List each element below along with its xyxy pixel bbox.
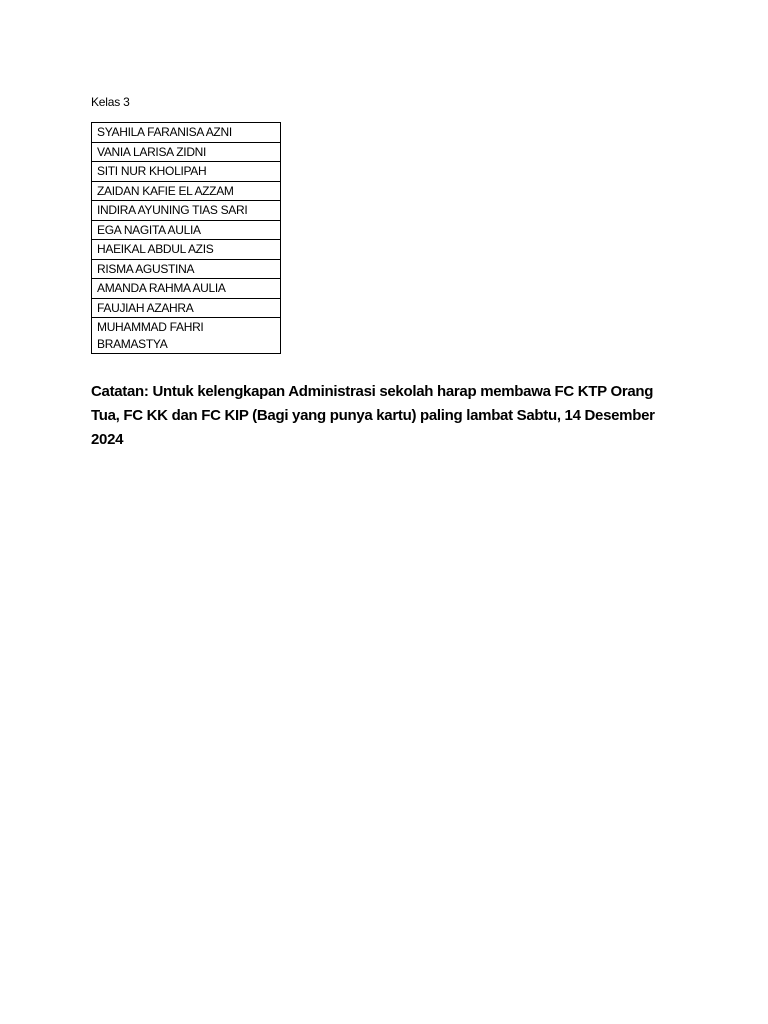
- table-row: [92, 123, 281, 143]
- table-row: [92, 181, 281, 201]
- student-name: VANIA LARISA ZIDNI: [92, 142, 281, 162]
- student-name: SITI NUR KHOLIPAH: [92, 162, 281, 182]
- table-row: [92, 318, 281, 354]
- table-row: [92, 298, 281, 318]
- table-row: [92, 220, 281, 240]
- table-row: [92, 259, 281, 279]
- student-name: HAEIKAL ABDUL AZIS: [92, 240, 281, 260]
- student-name: EGA NAGITA AULIA: [92, 220, 281, 240]
- student-name: FAUJIAH AZAHRA: [92, 298, 281, 318]
- student-name: MUHAMMAD FAHRI BRAMASTYA: [92, 318, 281, 354]
- table-row: [92, 240, 281, 260]
- table-row: [92, 201, 281, 221]
- class-label: Kelas 3: [91, 95, 130, 109]
- administration-note: Catatan: Untuk kelengkapan Administrasi sekolah harap membawa FC KTP Orang Tua, FC KK dan FC KIP (Bagi yang punya kartu) paling lambat Sabtu, 14 Desember 2024: [91, 383, 655, 448]
- table-row: [92, 162, 281, 182]
- student-table: [91, 122, 281, 354]
- student-name: RISMA AGUSTINA: [92, 259, 281, 279]
- student-name: ZAIDAN KAFIE EL AZZAM: [92, 181, 281, 201]
- student-name: INDIRA AYUNING TIAS SARI: [92, 201, 281, 221]
- table-row: [92, 142, 281, 162]
- student-name: SYAHILA FARANISA AZNI: [92, 123, 281, 143]
- student-name: AMANDA RAHMA AULIA: [92, 279, 281, 299]
- table-row: [92, 279, 281, 299]
